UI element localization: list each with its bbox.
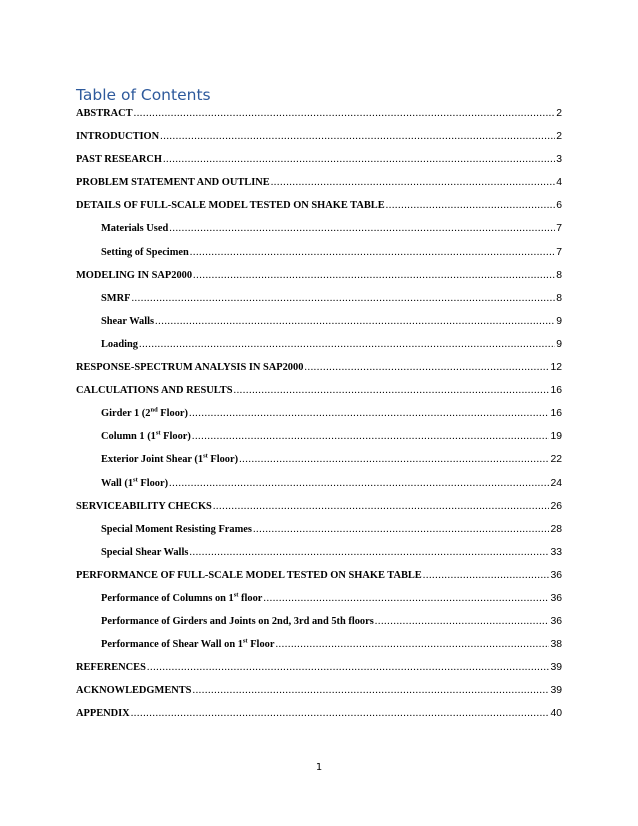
toc-entry-label	[101, 339, 138, 350]
toc-entry-text: Floor)	[157, 408, 188, 420]
toc-entry[interactable]	[76, 547, 562, 570]
toc-entry-page: 36	[550, 592, 562, 604]
toc-entry-label	[101, 524, 252, 535]
toc-entry-text: Materials Used	[101, 223, 169, 235]
toc-entry-page: 39	[550, 685, 562, 697]
toc-entry-leader	[160, 131, 555, 142]
toc-entry-page: 7	[556, 246, 562, 258]
toc-entry[interactable]	[76, 154, 562, 177]
toc-entry-leader	[131, 708, 550, 719]
toc-entry-page: 2	[556, 131, 562, 143]
toc-entry-page: 9	[556, 315, 562, 327]
toc-entry-label	[101, 293, 130, 304]
toc-entry-text: Wall (1	[101, 477, 134, 489]
toc-entry[interactable]	[76, 708, 562, 731]
toc-entry-text: DETAILS OF FULL-SCALE MODEL TESTED ON SHAKE TABLE	[76, 200, 385, 212]
toc-entry-page: 16	[550, 408, 562, 420]
toc-entry-text: ACKNOWLEDGMENTS	[76, 685, 192, 697]
toc-entry[interactable]	[76, 616, 562, 639]
toc-entry-leader	[386, 200, 556, 211]
toc-entry-label	[101, 616, 374, 627]
toc-entry[interactable]	[76, 454, 562, 477]
toc-entry-label	[101, 478, 168, 489]
toc-entry-label	[101, 593, 262, 604]
toc-entry-text: Performance of Girders and Joints on 2nd, 3rd and 5th floors	[101, 616, 374, 628]
toc-entry-leader	[375, 616, 550, 627]
toc-entry-text: MODELING IN SAP2000	[76, 269, 193, 281]
toc-entry-page: 39	[550, 662, 562, 674]
toc-entry-text: Setting of Specimen	[101, 246, 189, 258]
page-number: 1	[315, 762, 323, 773]
toc-entry-label	[76, 362, 303, 373]
toc-title: Table of Contents	[76, 86, 211, 104]
toc-entry-page: 9	[556, 338, 562, 350]
toc-entry-label	[76, 131, 159, 142]
toc-entry[interactable]	[76, 177, 562, 200]
toc-entry-leader	[239, 454, 549, 465]
toc-entry-text: CALCULATIONS AND RESULTS	[76, 385, 233, 397]
toc-entry-label	[101, 547, 188, 558]
toc-entry-text: Exterior Joint Shear (1	[101, 454, 204, 466]
toc-entry-page: 36	[550, 616, 562, 628]
toc-entry-text: Floor)	[207, 454, 239, 466]
toc-entry-leader	[192, 431, 550, 442]
toc-entry-page: 38	[550, 639, 562, 651]
toc-entry[interactable]	[76, 385, 562, 408]
toc-entry-text: SERVICEABILITY CHECKS	[76, 500, 212, 512]
toc-entry-text: PERFORMANCE OF FULL-SCALE MODEL TESTED ON SHAKE TABLE	[76, 569, 422, 581]
toc-entry-text: Floor	[247, 639, 275, 651]
toc-entry-leader	[139, 339, 555, 350]
toc-entry-leader	[275, 639, 549, 650]
toc-entry-page: 22	[550, 454, 562, 466]
toc-entry[interactable]	[76, 200, 562, 223]
toc-entry[interactable]	[76, 223, 562, 246]
toc-entry-leader	[271, 177, 556, 188]
toc-entry-superscript: st	[233, 591, 239, 599]
toc-entry-leader	[169, 478, 549, 489]
toc-entry-page: 4	[556, 177, 562, 189]
toc-entry[interactable]	[76, 501, 562, 524]
toc-entry-label	[76, 501, 212, 512]
toc-entry[interactable]	[76, 131, 562, 154]
toc-entry-label	[76, 662, 146, 673]
toc-entry-label	[76, 177, 270, 188]
toc-entry-label	[101, 408, 188, 419]
toc-entry[interactable]	[76, 685, 562, 708]
toc-entry-label	[76, 385, 232, 396]
toc-entry[interactable]	[76, 339, 562, 362]
toc-entry-leader	[263, 593, 549, 604]
toc-entry[interactable]	[76, 662, 562, 685]
toc-entry-page: 2	[556, 108, 562, 119]
toc-entry-text: APPENDIX	[76, 708, 130, 720]
toc-entry-text: REFERENCES	[76, 662, 146, 674]
toc-entry-text: PROBLEM STATEMENT AND OUTLINE	[76, 177, 270, 189]
toc-entry-text: Girder 1 (2	[101, 408, 151, 420]
toc-entry-text: Floor)	[137, 477, 169, 489]
toc-entry-superscript: nd	[150, 406, 158, 414]
toc-entry-page: 16	[550, 385, 562, 397]
toc-entry-superscript: st	[133, 476, 138, 484]
toc-entry-label	[76, 270, 192, 281]
toc-entry-text: PAST RESEARCH	[76, 154, 162, 166]
toc-entry-leader	[213, 501, 550, 512]
toc-entry-text: RESPONSE-SPECTRUM ANALYSIS IN SAP2000	[76, 362, 304, 374]
toc-entry[interactable]	[76, 431, 562, 454]
toc-entry-page: 28	[550, 523, 562, 535]
toc-entry-page: 40	[550, 708, 562, 720]
toc-entry[interactable]	[76, 316, 562, 339]
toc-entry-leader	[131, 293, 555, 304]
toc-entry[interactable]	[76, 408, 562, 431]
toc-entry-leader	[134, 108, 556, 119]
toc-entry-text: Special Moment Resisting Frames	[101, 523, 252, 535]
toc-entry-leader	[304, 362, 549, 373]
toc-entry-leader	[253, 524, 550, 535]
toc-entry-leader	[189, 547, 549, 558]
toc-entry[interactable]	[76, 593, 562, 616]
toc-entry-leader	[192, 685, 549, 696]
toc-entry-text: Loading	[101, 338, 138, 350]
toc-entry-leader	[193, 270, 555, 281]
toc-entry-page: 8	[556, 269, 562, 281]
toc-entry-leader	[233, 385, 549, 396]
toc-entry[interactable]	[76, 362, 562, 385]
toc-entry-label	[101, 639, 274, 650]
toc-entry-label	[76, 200, 385, 211]
toc-entry-page: 3	[556, 154, 562, 166]
toc-entry-text: INTRODUCTION	[76, 131, 160, 143]
toc-entry-page: 33	[550, 546, 562, 558]
toc-entry[interactable]	[76, 570, 562, 593]
toc-entry-page: 6	[556, 200, 562, 212]
toc-entry-label	[76, 685, 191, 696]
toc-entry-page: 19	[550, 431, 562, 443]
toc-entry-label	[101, 431, 191, 442]
toc-entry-leader	[169, 223, 555, 234]
toc-entry-label	[101, 454, 238, 465]
toc-entry-leader	[155, 316, 555, 327]
toc-entry-superscript: st	[155, 429, 161, 437]
toc-entry-leader	[189, 408, 549, 419]
toc-entry-text: ABSTRACT	[76, 108, 133, 119]
toc-entry-text: floor	[238, 592, 263, 604]
toc-entry-text: Column 1 (1	[101, 431, 156, 443]
toc-entry-text: Floor)	[160, 431, 191, 443]
toc-entry[interactable]	[76, 270, 562, 293]
toc-entry-superscript: st	[242, 637, 248, 645]
toc-entry-label	[76, 570, 422, 581]
toc-entry-leader	[163, 154, 555, 165]
toc-entry[interactable]	[76, 293, 562, 316]
toc-entry-superscript: st	[203, 452, 208, 460]
toc-entry[interactable]	[76, 524, 562, 547]
toc-entry-label	[101, 316, 154, 327]
toc-entry-label	[101, 223, 168, 234]
toc-entry-text: Special Shear Walls	[101, 546, 189, 558]
toc-entry-page: 36	[550, 569, 562, 581]
toc-entry-text: Performance of Columns on 1	[101, 592, 234, 604]
toc-entry-page: 12	[550, 362, 562, 374]
toc-entry-text: SMRF	[101, 292, 131, 304]
toc-entry-leader	[423, 570, 550, 581]
toc-entry-page: 26	[550, 500, 562, 512]
toc-entry-label	[76, 108, 133, 119]
toc-entry[interactable]	[76, 247, 562, 270]
toc-entry-page: 8	[556, 292, 562, 304]
toc-entry[interactable]	[76, 108, 562, 131]
toc-entry-label	[76, 708, 130, 719]
toc-entry-page: 24	[550, 477, 562, 489]
toc-entry-text: Performance of Shear Wall on 1	[101, 639, 243, 651]
toc-entry-label	[76, 154, 162, 165]
toc-entry-leader	[147, 662, 550, 673]
toc-entry[interactable]	[76, 478, 562, 501]
toc-entry-page: 7	[556, 223, 562, 235]
toc-entry-label	[101, 247, 189, 258]
toc-entry[interactable]	[76, 639, 562, 662]
toc-list	[76, 108, 562, 732]
toc-entry-leader	[190, 247, 555, 258]
toc-entry-text: Shear Walls	[101, 315, 155, 327]
